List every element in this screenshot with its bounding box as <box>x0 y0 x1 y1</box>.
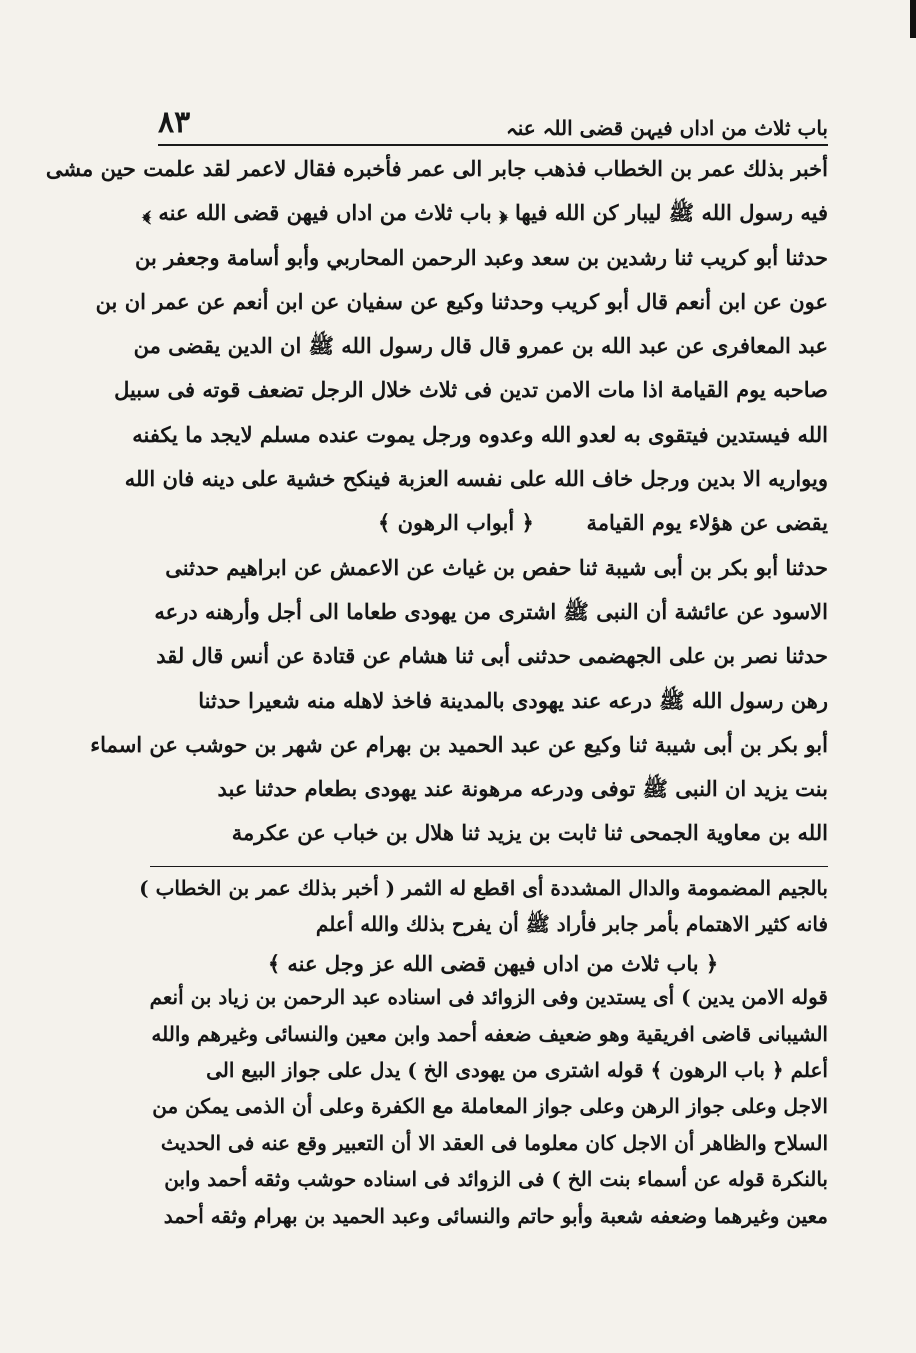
commentary-line: الشيبانى قاضى افريقية وهو ضعيف ضعفه أحمد وابن معين والنسائى وغيرهم والله <box>151 1021 828 1046</box>
main-line: الاسود عن عائشة أن النبى ﷺ اشترى من يهودى طعاما الى أجل وأرهنه درعه <box>154 598 828 624</box>
section-heading: ﴿ أبواب الرهون ﴾ <box>378 510 534 536</box>
main-line: حدثنا أبو كريب ثنا رشدين بن سعد وعبد الرحمن المحاربي وأبو أسامة وجعفر بن <box>134 244 828 270</box>
commentary-line: معين وغيرهما وضعفه شعبة وأبو حاتم والنسائى وعبد الحميد بن بهرام وثقه أحمد <box>163 1203 828 1228</box>
main-line-fragment: يقضى عن هؤلاء يوم القيامة <box>586 510 828 536</box>
main-line: حدثنا نصر بن على الجهضمى حدثنى أبى ثنا هشام عن قتادة عن أنس قال لقد <box>156 643 828 669</box>
main-line: الله فيستدين فيتقوى به لعدو الله وعدوه ورجل يموت عنده مسلم لايجد ما يكفنه <box>132 421 828 447</box>
main-line: ويواريه الا بدين ورجل خاف الله على نفسه العزبة فينكح خشية على دينه فان الله <box>124 466 828 492</box>
main-line: أبو بكر بن أبى شيبة ثنا وكيع عن عبد الحميد بن بهرام عن شهر بن حوشب عن اسماء <box>90 731 828 757</box>
main-line: أخبر بذلك عمر بن الخطاب فذهب جابر الى عمر فأخبره فقال لاعمر لقد علمت حين مشى <box>45 156 828 181</box>
page-header <box>158 96 828 146</box>
commentary-line: الاجل وعلى جواز الرهن وعلى جواز المعاملة مع الكفرة وعلى أن الذمى يمكن من <box>152 1094 828 1119</box>
commentary-text <box>139 876 828 1242</box>
main-text <box>45 156 828 867</box>
commentary-line: فانه كثير الاهتمام بأمر جابر فأراد ﷺ أن يفرح بذلك والله أعلم <box>315 912 828 937</box>
commentary-heading: ﴿ باب ثلاث من اداں فيهن قضى الله عز وجل عنه ﴾ <box>267 950 719 976</box>
commentary-line: قوله الامن يدين ) أى يستدين وفى الزوائد فى اسناده عبد الرحمن بن زياد بن أنعم <box>149 985 828 1010</box>
main-line: رهن رسول الله ﷺ درعه عند يهودى بالمدينة فاخذ لاهله منه شعيرا حدثنا <box>198 687 828 713</box>
main-line: عبد المعافرى عن عبد الله بن عمرو قال قال رسول الله ﷺ ان الدين يقضى من <box>133 333 828 359</box>
main-line: فيه رسول الله ﷺ ليبار كن الله فيها ﴿ باب ثلاث من اداں فيهن قضى الله عنه ﴾ <box>142 200 828 226</box>
main-line: بنت يزيد ان النبى ﷺ توفى ودرعه مرهونة عند يهودى بطعام حدثنا عبد <box>217 776 828 802</box>
commentary-line: بالنكرة قوله عن أسماء بنت الخ ) فى الزوائد فى اسناده حوشب وثقه أحمد وابن <box>164 1167 828 1192</box>
main-line: عون عن ابن أنعم قال أبو كريب وحدثنا وكيع عن سفيان عن ابن أنعم عن عمر ان بن <box>95 288 828 314</box>
page-edge-mark <box>910 0 916 38</box>
main-line: صاحبه يوم القيامة اذا مات الامن تدين فى ثلاث خلال الرجل تضعف قوته فى سبيل <box>114 377 828 403</box>
main-line-with-heading <box>158 512 828 556</box>
footnote-divider <box>150 866 828 867</box>
commentary-line: السلاح والظاهر أن الاجل كان معلوما فى العقد الا أن التعبير وقع عنه فى الحديث <box>160 1130 828 1155</box>
running-title: باب ثلاث من اداں فیہن قضی اللہ عنہ <box>506 116 828 140</box>
main-line: الله بن معاوية الجمحى ثنا ثابت بن يزيد ثنا هلال بن خباب عن عكرمة <box>231 820 828 846</box>
commentary-line: بالجيم المضمومة والدال المشددة أى اقطع له الثمر ( أخبر بذلك عمر بن الخطاب ) <box>139 876 828 900</box>
main-line: حدثنا أبو بكر بن أبى شيبة ثنا حفص بن غياث عن الاعمش عن ابراهيم حدثنى <box>165 554 828 580</box>
page-number: ٨٣ <box>158 105 191 140</box>
commentary-line: أعلم ﴿ باب الرهون ﴾ قوله اشترى من يهودى الخ ) يدل على جواز البيع الى <box>206 1057 828 1082</box>
